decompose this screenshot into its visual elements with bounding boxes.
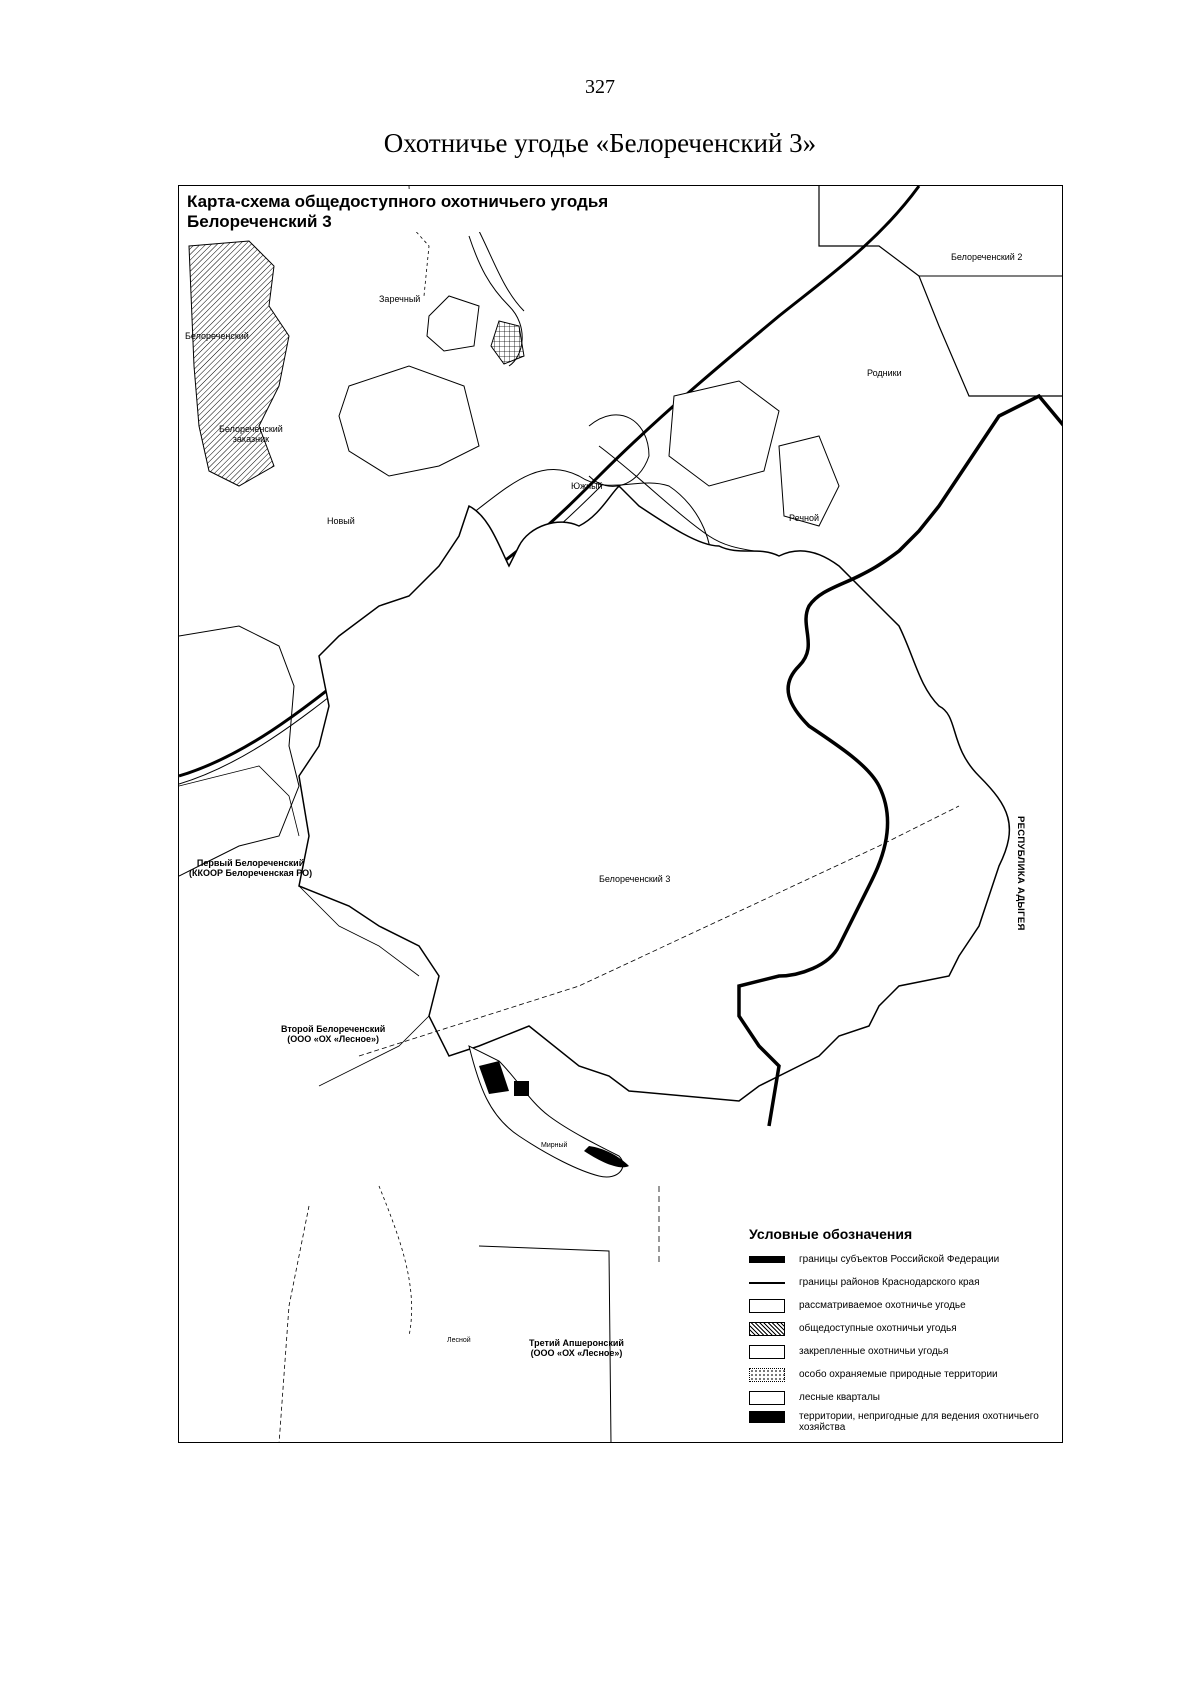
label-first-line-2: (ККООР Белореченская РО) [189,868,313,878]
legend-text: границы районов Краснодарского края [799,1277,980,1288]
label-third-apsheronsky [529,1338,624,1358]
page-title: Охотничье угодье «Белореченский 3» [383,128,817,158]
label-second-belorechensky [281,1024,385,1044]
legend-text: особо охраняемые природные территории [799,1369,998,1380]
unsuitable-3 [514,1081,529,1096]
label-yuzhny: Южный [571,481,603,491]
map-heading [187,192,608,232]
label-zarechny: Заречный [379,294,421,304]
label-rodniki: Родники [867,368,902,378]
legend-text: закрепленные охотничьи угодья [799,1346,949,1357]
label-first-line-1: Первый Белореченский [196,858,305,868]
label-third-line-1: Третий Апшеронский [529,1338,624,1348]
hatched-area-west [189,241,289,486]
legend-swatch-federal [749,1256,785,1263]
legend-item-considered-ground [749,1294,1061,1317]
legend-item-district-boundary [749,1271,1061,1294]
label-small-2: Лесной [447,1337,471,1344]
legend-text: рассматриваемое охотничье угодье [799,1300,966,1311]
label-second-line-1: Второй Белореченский [281,1024,386,1034]
legend-text: лесные кварталы [799,1392,880,1403]
page-number: 327 [585,76,615,98]
legend-swatch-public [749,1322,785,1336]
settlement-novy [339,366,479,476]
legend-swatch-protected [749,1368,785,1382]
label-second-line-2: (ООО «ОХ «Лесное») [287,1034,380,1044]
label-rechnoy: Речной [789,513,820,523]
legend-text: границы субъектов Российской Федерации [799,1254,1000,1265]
label-adygea: РЕСПУБЛИКА АДЫГЕЯ [1015,816,1026,931]
legend-swatch-considered [749,1299,785,1313]
label-first-belorechensky [189,858,312,878]
federal-boundary-adygea [819,411,1063,566]
map-frame [178,185,1063,1443]
map-heading-line-1: Карта-схема общедоступного охотничьего угодья [187,192,609,211]
legend-item-public-grounds [749,1317,1061,1340]
legend-swatch-forest [749,1391,785,1405]
label-novy: Новый [327,516,355,526]
river-upper-2 [479,231,524,311]
legend-item-assigned-grounds [749,1340,1061,1363]
legend [749,1226,1061,1441]
legend-item-protected-areas [749,1363,1061,1386]
grid-area-north [491,321,524,364]
map-heading-line-2: Белореченский 3 [187,212,332,231]
legend-item-forest-quarters [749,1386,1061,1409]
label-zakaznik [219,424,283,444]
settlement-rodniki-block [669,381,779,486]
label-small-1: Мирный [541,1142,568,1149]
label-belorechensky-3: Белореченский 3 [599,874,671,884]
legend-item-unsuitable [749,1409,1061,1441]
label-third-line-2: (ООО «ОХ «Лесное») [530,1348,623,1358]
legend-title: Условные обозначения [749,1226,913,1242]
label-zakaznik-line-2: заказник [232,434,270,444]
legend-swatch-assigned [749,1345,785,1359]
boundary-belorechensky-2 [819,186,1063,396]
legend-swatch-district [749,1282,785,1284]
label-belorechensky: Белореченский [185,331,249,341]
legend-text: общедоступные охотничьи угодья [799,1323,957,1334]
settlement-zarechny [427,296,479,351]
legend-text: территории, непригодные для ведения охотничьего хозяйства [799,1411,1039,1433]
legend-swatch-unsuitable [749,1411,785,1423]
district-boundary-2 [279,1206,309,1443]
polygon-belorechensky-3 [299,486,1009,1101]
legend-item-federal-boundary [749,1248,1061,1271]
label-belorechensky-2: Белореченский 2 [951,252,1023,262]
first-belorechensky-boundary [179,766,299,836]
label-zakaznik-line-1: Белореченский [219,424,283,434]
forest-quarter-line [379,1186,412,1336]
